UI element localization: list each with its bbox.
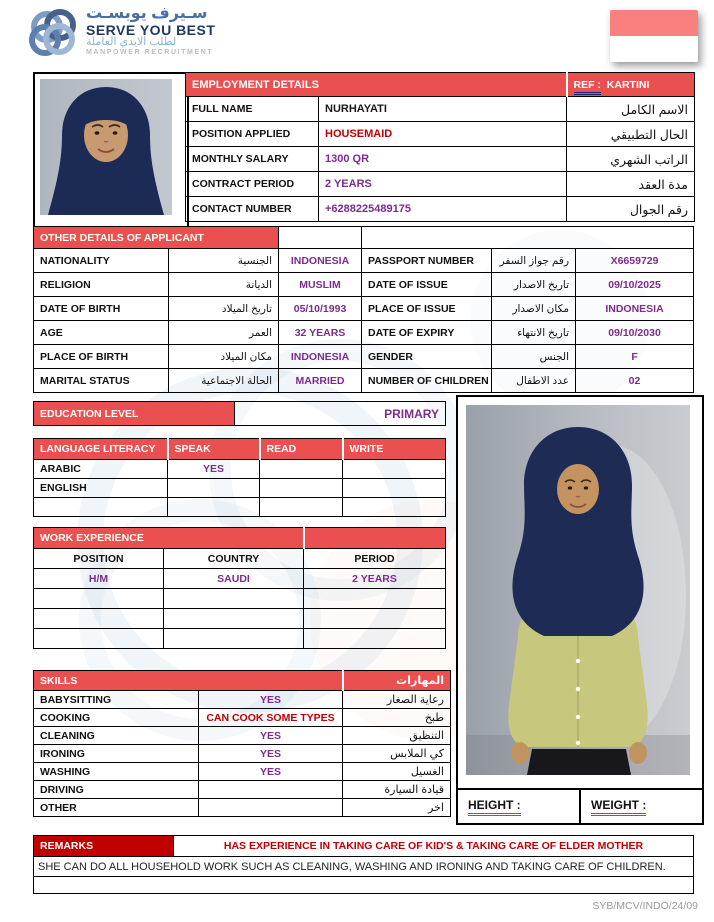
education-level-value: PRIMARY (235, 402, 446, 426)
field-value: 09/10/2030 (576, 321, 694, 345)
table-row (34, 345, 694, 369)
education-section-header: EDUCATION LEVEL (34, 402, 235, 426)
header-spacer (279, 227, 362, 249)
table-row (34, 369, 694, 393)
write-value (343, 479, 446, 498)
skill-label: BABYSITTING (34, 691, 199, 709)
country-value (164, 589, 304, 609)
weight-field (579, 790, 702, 823)
field-label: FULL NAME (186, 97, 319, 122)
table-row (34, 691, 451, 709)
field-label: MARITAL STATUS (34, 369, 169, 393)
field-label: GENDER (362, 345, 492, 369)
skill-value: YES (199, 745, 343, 763)
table-row (34, 479, 446, 498)
table-row (34, 781, 451, 799)
skill-label-arabic: الغسيل (343, 763, 451, 781)
remarks-empty-row (34, 877, 694, 894)
flag-red-stripe (610, 10, 698, 36)
write-value (343, 460, 446, 479)
field-label: DATE OF ISSUE (362, 273, 492, 297)
position-value (34, 609, 164, 629)
country-value (164, 609, 304, 629)
work-experience-section-header: WORK EXPERIENCE (34, 528, 304, 549)
field-label: PASSPORT NUMBER (362, 249, 492, 273)
field-value: MARRIED (279, 369, 362, 393)
table-row (34, 569, 446, 589)
table-row (34, 763, 451, 781)
skills-section-header: SKILLS (34, 671, 343, 691)
skill-label: OTHER (34, 799, 199, 817)
language-name (34, 498, 168, 517)
field-value: X6659729 (576, 249, 694, 273)
skill-value (199, 781, 343, 799)
language-name: ARABIC (34, 460, 168, 479)
field-label: RELIGION (34, 273, 169, 297)
field-label: PLACE OF BIRTH (34, 345, 169, 369)
field-label-arabic: تاريخ الاصدار (492, 273, 576, 297)
field-value: HOUSEMAID (319, 122, 567, 147)
field-label: MONTHLY SALARY (186, 147, 319, 172)
field-label-arabic: الديانة (169, 273, 279, 297)
skills-table (33, 670, 451, 817)
applicant-fullbody-photo-panel (456, 395, 704, 825)
field-label: AGE (34, 321, 169, 345)
ref-value: KARTINI (606, 78, 650, 91)
field-label: DATE OF BIRTH (34, 297, 169, 321)
table-row (34, 498, 446, 517)
remarks-section-header: REMARKS (34, 836, 174, 857)
height-label: HEIGHT : (468, 798, 521, 816)
logo-arabic-title: سـيرف يوبسـت (86, 5, 208, 22)
field-label-arabic: الجنس (492, 345, 576, 369)
table-row (186, 172, 695, 197)
skill-label: IRONING (34, 745, 199, 763)
field-label-arabic: العمر (169, 321, 279, 345)
field-value: 32 YEARS (279, 321, 362, 345)
skill-label-arabic: اخر (343, 799, 451, 817)
field-value: NURHAYATI (319, 97, 567, 122)
field-label-arabic: الاسم الكامل (567, 97, 695, 122)
speak-value: YES (168, 460, 260, 479)
field-value: +6288225489175 (319, 197, 567, 222)
table-row (34, 727, 451, 745)
applicant-headshot-photo (33, 72, 189, 232)
field-label-arabic: الراتب الشهري (567, 147, 695, 172)
table-row (34, 460, 446, 479)
field-value: INDONESIA (279, 345, 362, 369)
table-row (34, 249, 694, 273)
column-header: COUNTRY (164, 549, 304, 569)
period-value (304, 589, 446, 609)
field-label-arabic: الجنسية (169, 249, 279, 273)
agency-logo (26, 6, 215, 62)
logo-arabic-subtitle: لطلب الايدي العاملة (86, 36, 177, 49)
field-label-arabic: الحال التطبيقي (567, 122, 695, 147)
field-label: POSITION APPLIED (186, 122, 319, 147)
table-row (34, 589, 446, 609)
column-header: LANGUAGE LITERACY (34, 439, 168, 460)
country-value (164, 629, 304, 649)
table-row (34, 297, 694, 321)
fullbody-image (466, 405, 690, 775)
field-label-arabic: رقم الجوال (567, 197, 695, 222)
language-name: ENGLISH (34, 479, 168, 498)
column-header: POSITION (34, 549, 164, 569)
table-row (34, 629, 446, 649)
height-weight-row (458, 788, 702, 823)
skill-value: YES (199, 691, 343, 709)
remarks-highlight: HAS EXPERIENCE IN TAKING CARE OF KID'S & TAKING CARE OF ELDER MOTHER (174, 836, 694, 857)
skill-label: DRIVING (34, 781, 199, 799)
read-value (260, 498, 343, 517)
education-level-bar (33, 401, 446, 426)
period-value (304, 629, 446, 649)
write-value (343, 498, 446, 517)
field-label-arabic: مكان الاصدار (492, 297, 576, 321)
logo-tagline: MANPOWER RECRUITMENT (86, 49, 214, 57)
document-reference: SYB/MCV/INDO/24/09 (592, 900, 698, 912)
field-label-arabic: عدد الاطفال (492, 369, 576, 393)
skills-section-header-arabic: المهارات (343, 671, 451, 691)
skill-label-arabic: رعاية الصغار (343, 691, 451, 709)
position-value: H/M (34, 569, 164, 589)
field-value: 2 YEARS (319, 172, 567, 197)
table-row (34, 709, 451, 727)
language-literacy-table (33, 438, 446, 517)
skill-label: COOKING (34, 709, 199, 727)
period-value (304, 609, 446, 629)
remarks-body: SHE CAN DO ALL HOUSEHOLD WORK SUCH AS CLEANING, WASHING AND IRONING AND TAKING CARE OF CHILDREN. (34, 857, 694, 877)
column-header: PERIOD (304, 549, 446, 569)
field-value: INDONESIA (279, 249, 362, 273)
field-value: MUSLIM (279, 273, 362, 297)
speak-value (168, 479, 260, 498)
work-experience-table (33, 527, 446, 649)
skill-label: CLEANING (34, 727, 199, 745)
remarks-table (33, 835, 694, 894)
column-header: SPEAK (168, 439, 260, 460)
table-row (34, 745, 451, 763)
skill-label-arabic: التنظيق (343, 727, 451, 745)
headshot-image (40, 79, 172, 215)
field-label: PLACE OF ISSUE (362, 297, 492, 321)
field-value: 1300 QR (319, 147, 567, 172)
field-value: INDONESIA (576, 297, 694, 321)
agency-logo-icon (26, 6, 80, 62)
field-value: 05/10/1993 (279, 297, 362, 321)
logo-english-title: SERVE YOU BEST (86, 21, 216, 38)
field-value: F (576, 345, 694, 369)
column-header: READ (260, 439, 343, 460)
field-label-arabic: تاريخ الانتهاء (492, 321, 576, 345)
field-label: NATIONALITY (34, 249, 169, 273)
ref-label: REF : (574, 79, 601, 95)
table-row (34, 321, 694, 345)
field-label-arabic: مكان الميلاد (169, 345, 279, 369)
employment-details-table (185, 72, 695, 222)
table-row (186, 147, 695, 172)
field-label: CONTRACT PERIOD (186, 172, 319, 197)
flag-white-stripe (610, 36, 698, 62)
speak-value (168, 498, 260, 517)
position-value (34, 629, 164, 649)
field-label: NUMBER OF CHILDREN (362, 369, 492, 393)
skill-label: WASHING (34, 763, 199, 781)
other-details-table (33, 226, 694, 393)
field-label: CONTACT NUMBER (186, 197, 319, 222)
field-label-arabic: مدة العقد (567, 172, 695, 197)
table-row (34, 273, 694, 297)
country-value: SAUDI (164, 569, 304, 589)
table-row (34, 609, 446, 629)
position-value (34, 589, 164, 609)
field-label-arabic: تاريخ الميلاد (169, 297, 279, 321)
skill-label-arabic: طبخ (343, 709, 451, 727)
skill-label-arabic: كي الملابس (343, 745, 451, 763)
table-row (186, 97, 695, 122)
field-label-arabic: الحالة الاجتماعية (169, 369, 279, 393)
field-value: 09/10/2025 (576, 273, 694, 297)
skill-value (199, 799, 343, 817)
skill-label-arabic: قيادة السيارة (343, 781, 451, 799)
header-spacer (362, 227, 694, 249)
skill-value: CAN COOK SOME TYPES (199, 709, 343, 727)
skill-value: YES (199, 727, 343, 745)
table-row (186, 122, 695, 147)
column-header: WRITE (343, 439, 446, 460)
weight-label: WEIGHT : (591, 798, 646, 816)
table-row (34, 549, 446, 569)
field-value: 02 (576, 369, 694, 393)
indonesia-flag (610, 10, 698, 62)
employment-section-header: EMPLOYMENT DETAILS (186, 73, 567, 97)
table-row (34, 799, 451, 817)
field-label-arabic: رقم جواز السفر (492, 249, 576, 273)
height-field (458, 790, 579, 823)
header-spacer (304, 528, 446, 549)
period-value: 2 YEARS (304, 569, 446, 589)
read-value (260, 479, 343, 498)
ref-cell (567, 73, 695, 97)
other-details-section-header: OTHER DETAILS OF APPLICANT (34, 227, 279, 249)
table-row (186, 197, 695, 222)
field-label: DATE OF EXPIRY (362, 321, 492, 345)
skill-value: YES (199, 763, 343, 781)
read-value (260, 460, 343, 479)
